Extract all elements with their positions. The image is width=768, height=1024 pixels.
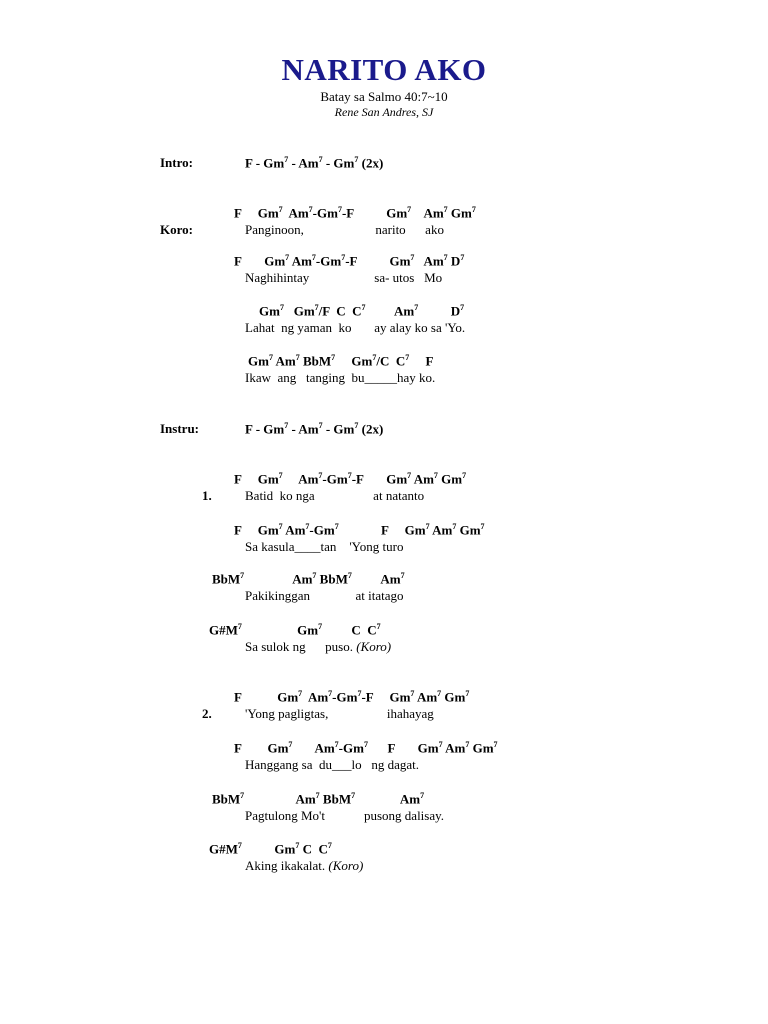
- verse2-lyric-line-2: Hanggang sa du___lo ng dagat.: [245, 757, 420, 772]
- verse2-lyric-line-3: Pagtulong Mo't pusong dalisay.: [245, 808, 445, 823]
- verse2-number: 2.: [202, 706, 212, 721]
- verse2-lyric-line-4: [245, 858, 363, 874]
- instru-chords: F - Gm$^7$ - Am$^7$ - Gm$^7$ (2x): [245, 421, 384, 437]
- instru-label: Instru:: [160, 421, 200, 436]
- intro-label: Intro:: [160, 155, 193, 170]
- koro-chord-line-2: F Gm$^7$ Am$^7$-Gm$^7$-F Gm$^7$ Am$^7$ $D^7$: [234, 253, 465, 269]
- song-author: Rene San Andres, SJ: [334, 105, 434, 119]
- verse1-chord-line-2: F Gm$^7$ Am$^7$-Gm$^7$ F Gm$^7$ Am$^7$ Gm$^7$: [234, 522, 485, 538]
- koro-note: (Koro): [328, 858, 364, 873]
- verse1-lyric-line-4: [245, 639, 391, 655]
- verse1-chord-line-3: BbM$^7$ Am$^7$ BbM$^7$ Am$^7$: [212, 571, 405, 587]
- verse2-chord-line-2: F Gm$^7$ Am$^7$-Gm$^7$ F Gm$^7$ Am$^7$ Gm$^7$: [234, 740, 498, 756]
- koro-chord-line-3: Gm$^7$ Gm$^7$/F C $C^7$ Am$^7$ $D^7$: [259, 303, 465, 319]
- verse1-chord-line-1: F Gm$^7$ Am$^7$-Gm$^7$-F Gm$^7$ Am$^7$ Gm$^7$: [234, 471, 467, 487]
- verse2-chord-line-1: F Gm$^7$ Am$^7$-Gm$^7$-F Gm$^7$ Am$^7$ Gm$^7$: [234, 689, 470, 705]
- koro-label: Koro:: [160, 222, 193, 237]
- intro-chords: F - Gm$^7$ - Am$^7$ - Gm$^7$ (2x): [245, 155, 384, 171]
- verse2-lyric-line-1: 'Yong pagligtas, ihahayag: [245, 706, 434, 721]
- koro-lyric-line-3: Lahat ng yaman ko ay alay ko sa 'Yo.: [245, 320, 466, 335]
- song-subtitle: Batay sa Salmo 40:7~10: [320, 89, 448, 104]
- verse1-lyric-line-3: Pakikinggan at itatago: [245, 588, 404, 603]
- verse1-lyric-text: Sa sulok ng puso.: [245, 639, 353, 654]
- verse2-chord-line-4: $G\#M^7$ Gm$^7$ C $C^7$: [209, 841, 332, 857]
- koro-chord-line-4: Gm$^7$ Am$^7$ BbM$^7$ Gm$^7$/C $C^7$ F: [248, 353, 434, 369]
- koro-chord-line-1: F Gm$^7$ Am$^7$-Gm$^7$-F Gm$^7$ Am$^7$ Gm$^7$: [234, 205, 476, 221]
- verse2-lyric-text: Aking ikakalat.: [245, 858, 326, 873]
- verse1-lyric-line-1: Batid ko nga at natanto: [245, 488, 425, 503]
- koro-lyric-line-2: Naghihintay sa- utos Mo: [245, 270, 443, 285]
- koro-note: (Koro): [356, 639, 392, 654]
- koro-lyric-line-1: Panginoon, narito ako: [245, 222, 444, 237]
- verse1-chord-line-4: $G\#M^7$ Gm$^7$ C $C^7$: [209, 622, 381, 638]
- song-title: NARITO AKO: [281, 52, 487, 87]
- verse1-number: 1.: [202, 488, 212, 503]
- verse1-lyric-line-2: Sa kasula____tan 'Yong turo: [245, 539, 404, 554]
- verse2-chord-line-3: BbM$^7$ Am$^7$ BbM$^7$ Am$^7$: [212, 791, 425, 807]
- koro-lyric-line-4: Ikaw ang tanging bu_____hay ko.: [245, 370, 436, 385]
